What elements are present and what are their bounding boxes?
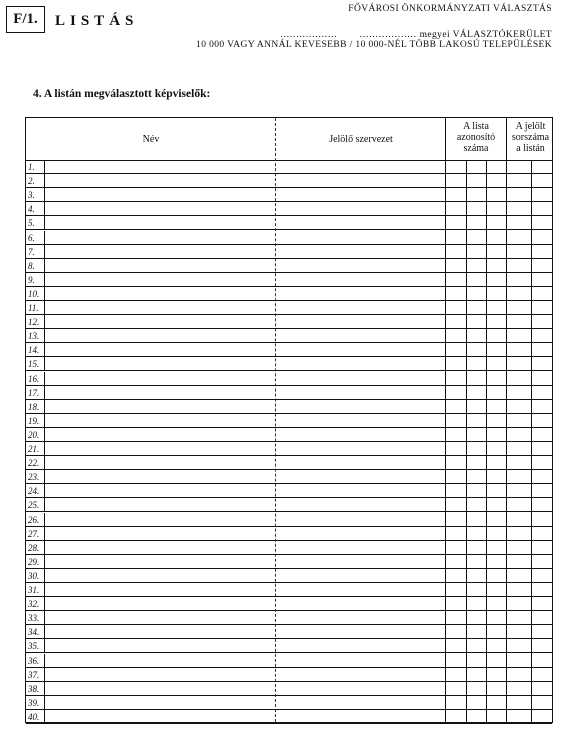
row-number: 10. [28,288,40,299]
table-row [26,541,552,555]
row-number: 40. [28,711,40,722]
row-number: 18. [28,401,40,412]
row-number-divider [44,188,45,201]
row-number: 32. [28,599,40,610]
table-row [26,639,552,653]
row-number: 22. [28,458,40,469]
table-row [26,386,552,400]
row-number-divider [44,273,45,286]
row-number: 20. [28,429,40,440]
table-row [26,597,552,611]
table-row [26,583,552,597]
column-header-candidate-order [507,121,554,161]
row-number: 17. [28,387,40,398]
constituency-label: megyei VÁLASZTÓKERÜLET [419,30,552,40]
row-number-divider [44,160,45,173]
list-id-label-1: A lista [463,121,489,132]
row-number: 23. [28,472,40,483]
list-id-label-3: száma [463,143,489,154]
table-row [26,357,552,371]
row-number: 1. [28,162,35,172]
row-number: 5. [28,218,35,229]
row-number: 4. [28,204,35,215]
row-number-divider [44,315,45,328]
constituency-line [280,30,552,40]
elected-representatives-table [25,117,553,723]
table-row [26,555,552,569]
row-number-divider [44,174,45,187]
row-number-divider [44,696,45,709]
row-number-divider [44,639,45,652]
order-label-3: a listán [516,143,545,154]
row-number: 28. [28,542,40,553]
table-row [26,527,552,541]
table-row [26,414,552,428]
row-number-divider [44,555,45,568]
table-row [26,287,552,301]
table-row [26,654,552,668]
table-row [26,188,552,202]
order-label-1: A jelölt [515,121,546,132]
row-number-divider [44,710,45,723]
row-number-divider [44,527,45,540]
table-row [26,668,552,682]
row-number: 34. [28,627,40,638]
row-number-divider [44,414,45,427]
table-row [26,343,552,357]
row-number-divider [44,386,45,399]
table-row [26,245,552,259]
row-number-divider [44,682,45,695]
row-number-divider [44,470,45,483]
row-number: 31. [28,585,40,595]
column-header-nominating-org: Jelölő szervezet [329,133,393,145]
row-number: 37. [28,669,40,680]
table-row [26,625,552,639]
row-number-divider [44,259,45,272]
row-number-divider [44,400,45,413]
row-number-divider [44,231,45,244]
table-row [26,682,552,696]
row-number-divider [44,597,45,610]
row-number: 36. [28,655,40,666]
table-row [26,372,552,386]
list-id-label-2: azonosító [456,132,496,143]
row-number-divider [44,442,45,455]
row-number: 11. [28,303,39,313]
row-number-divider [44,245,45,258]
row-number: 19. [28,415,40,426]
table-row [26,696,552,710]
row-number: 15. [28,359,40,370]
table-row [26,428,552,442]
table-row [26,216,552,230]
row-number: 27. [28,528,40,539]
form-code: F/1. [6,6,45,33]
table-row [26,174,552,188]
table-row [26,484,552,498]
form-title: LISTÁS [55,13,139,29]
table-row [26,400,552,414]
constituency-blank-2: .................. [359,30,417,40]
row-number-divider [44,484,45,497]
row-number: 13. [28,331,40,342]
row-number: 38. [28,683,40,694]
table-row [26,442,552,456]
row-number: 29. [28,556,40,567]
row-number-divider [44,583,45,596]
row-number-divider [44,428,45,441]
election-type: FŐVÁROSI ÖNKORMÁNYZATI VÁLASZTÁS [348,4,552,14]
table-row [26,202,552,216]
row-number-divider [44,329,45,342]
row-number: 39. [28,697,40,708]
row-number-divider [44,357,45,370]
row-number: 12. [28,317,40,328]
row-number: 35. [28,641,40,652]
order-label-2: sorszáma [511,132,550,143]
table-row [26,329,552,343]
row-number: 9. [28,274,35,285]
row-number: 30. [28,570,40,581]
row-number-divider [44,301,45,314]
table-row [26,259,552,273]
row-number: 24. [28,486,40,497]
row-number: 14. [28,345,40,356]
row-number: 6. [28,232,35,243]
column-header-name: Név [142,133,160,145]
table-row [26,513,552,527]
row-number-divider [44,569,45,582]
table-row [26,470,552,484]
section-title: 4. A listán megválasztott képviselők: [33,88,211,100]
row-number: 33. [28,613,40,624]
row-number-divider [44,611,45,624]
row-number-divider [44,456,45,469]
table-row [26,301,552,315]
table-row [26,611,552,625]
row-number-divider [44,343,45,356]
row-number: 8. [28,260,35,271]
table-row [26,498,552,512]
row-number: 16. [28,373,40,384]
constituency-blank-1: .................. [280,30,338,40]
row-number: 26. [28,514,40,525]
row-number-divider [44,216,45,229]
row-number-divider [44,287,45,300]
table-row [26,273,552,287]
table-row [26,456,552,470]
table-row [26,569,552,583]
row-number-divider [44,202,45,215]
column-header-list-id [446,121,506,161]
settlement-size: 10 000 VAGY ANNÁL KEVESEBB / 10 000-NÉL TÖBB LAKOSÚ TELEPÜLÉSEK [196,40,552,50]
row-number-divider [44,372,45,385]
row-number-divider [44,654,45,667]
table-row [26,231,552,245]
row-number-divider [44,541,45,554]
table-row [26,710,552,724]
row-number: 25. [28,500,40,511]
row-number-divider [44,513,45,526]
row-number-divider [44,668,45,681]
row-number: 3. [28,190,35,201]
row-number: 7. [28,246,35,257]
row-number: 2. [28,176,35,187]
table-row [26,315,552,329]
row-number: 21. [28,444,40,454]
row-number-divider [44,625,45,638]
row-number-divider [44,498,45,511]
table-row [26,160,552,174]
